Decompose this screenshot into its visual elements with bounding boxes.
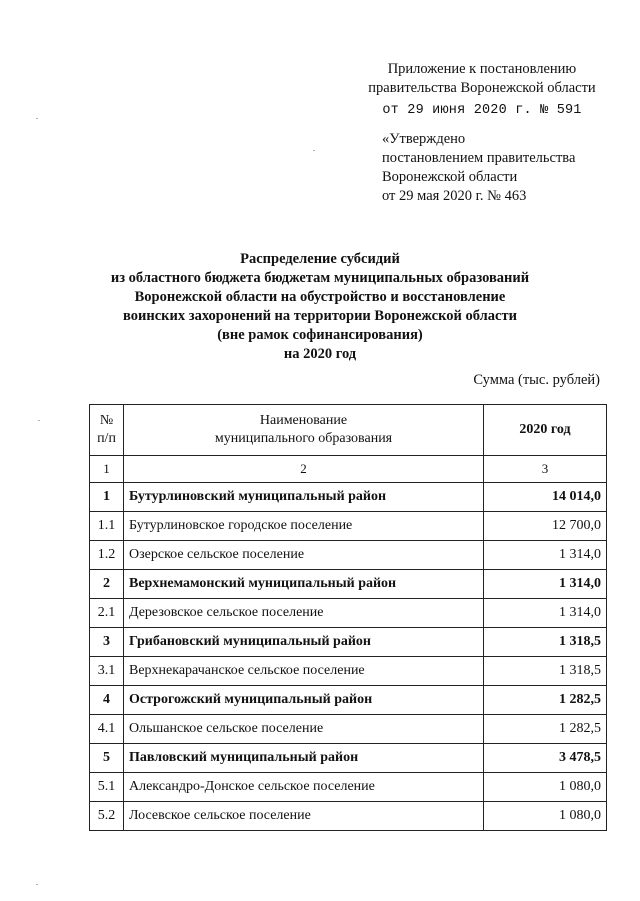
title-line: на 2020 год xyxy=(283,346,357,362)
table-row xyxy=(90,686,607,715)
row-num: 4 xyxy=(90,686,124,715)
table-row xyxy=(90,483,607,512)
row-name: Александро-Донское сельское поселение xyxy=(124,773,484,802)
table-row xyxy=(90,715,607,744)
document-title xyxy=(100,250,540,364)
approval-line: Воронежской области xyxy=(382,169,518,185)
scan-speck xyxy=(38,420,40,421)
row-num: 2 xyxy=(90,570,124,599)
appendix-date: от 29 июня 2020 г. № 591 xyxy=(382,103,582,118)
row-sum: 1 318,5 xyxy=(484,628,607,657)
title-line: (вне рамок софинансирования) xyxy=(217,327,423,343)
units-label: Сумма (тыс. рублей) xyxy=(473,372,600,388)
scan-speck xyxy=(36,118,38,119)
row-name: Верхнемамонский муниципальный район xyxy=(124,570,484,599)
table-row xyxy=(90,802,607,831)
header-name xyxy=(124,405,484,456)
title-line: Воронежской области на обустройство и восстановление xyxy=(134,289,506,305)
row-sum: 12 700,0 xyxy=(484,512,607,541)
table-row xyxy=(90,628,607,657)
row-sum: 3 478,5 xyxy=(484,744,607,773)
row-num: 5.2 xyxy=(90,802,124,831)
header-num xyxy=(90,405,124,456)
row-sum: 1 080,0 xyxy=(484,802,607,831)
row-num: 1 xyxy=(90,483,124,512)
header-name-line: Наименование xyxy=(259,413,348,428)
row-name: Бутурлиновское городское поселение xyxy=(124,512,484,541)
row-sum: 1 282,5 xyxy=(484,686,607,715)
column-number: 2 xyxy=(124,456,484,483)
row-num: 2.1 xyxy=(90,599,124,628)
row-num: 3 xyxy=(90,628,124,657)
row-name: Ольшанское сельское поселение xyxy=(124,715,484,744)
header-num-line: п/п xyxy=(97,431,116,446)
title-line: из областного бюджета бюджетам муниципальных образований xyxy=(110,270,530,286)
header-sum: 2020 год xyxy=(484,405,607,456)
row-num: 5 xyxy=(90,744,124,773)
appendix-block xyxy=(332,60,632,120)
approval-line: от 29 мая 2020 г. № 463 xyxy=(382,188,527,204)
table-header-row xyxy=(90,405,607,456)
approval-line: постановлением правительства xyxy=(382,150,576,166)
subsidy-table xyxy=(89,404,607,831)
table-row xyxy=(90,773,607,802)
row-sum: 1 314,0 xyxy=(484,570,607,599)
row-sum: 1 314,0 xyxy=(484,541,607,570)
row-name: Дерезовское сельское поселение xyxy=(124,599,484,628)
row-num: 5.1 xyxy=(90,773,124,802)
scan-speck xyxy=(313,150,315,151)
row-sum: 1 080,0 xyxy=(484,773,607,802)
column-number-row xyxy=(90,456,607,483)
row-sum: 1 314,0 xyxy=(484,599,607,628)
column-number: 3 xyxy=(484,456,607,483)
header-num-line: № xyxy=(99,413,114,428)
table-row xyxy=(90,744,607,773)
appendix-line: правительства Воронежской области xyxy=(368,80,596,96)
table-row xyxy=(90,512,607,541)
row-sum: 1 282,5 xyxy=(484,715,607,744)
row-name: Острогожский муниципальный район xyxy=(124,686,484,715)
title-line: воинских захоронений на территории Воронежской области xyxy=(123,308,517,324)
row-name: Павловский муниципальный район xyxy=(124,744,484,773)
table-row xyxy=(90,570,607,599)
row-name: Лосевское сельское поселение xyxy=(124,802,484,831)
table-row xyxy=(90,657,607,686)
row-num: 4.1 xyxy=(90,715,124,744)
appendix-line: Приложение к постановлению xyxy=(387,61,577,77)
row-name: Бутурлиновский муниципальный район xyxy=(124,483,484,512)
header-name-line: муниципального образования xyxy=(214,431,393,446)
row-name: Озерское сельское поселение xyxy=(124,541,484,570)
table-row xyxy=(90,599,607,628)
row-name: Верхнекарачанское сельское поселение xyxy=(124,657,484,686)
column-number: 1 xyxy=(90,456,124,483)
table-body xyxy=(90,483,607,831)
row-num: 1.1 xyxy=(90,512,124,541)
row-num: 3.1 xyxy=(90,657,124,686)
approval-stamp-block xyxy=(382,130,632,206)
row-name: Грибановский муниципальный район xyxy=(124,628,484,657)
title-line: Распределение субсидий xyxy=(240,251,400,267)
row-sum: 14 014,0 xyxy=(484,483,607,512)
table-row xyxy=(90,541,607,570)
scan-speck xyxy=(36,884,38,885)
approval-line: «Утверждено xyxy=(382,131,466,147)
row-num: 1.2 xyxy=(90,541,124,570)
row-sum: 1 318,5 xyxy=(484,657,607,686)
